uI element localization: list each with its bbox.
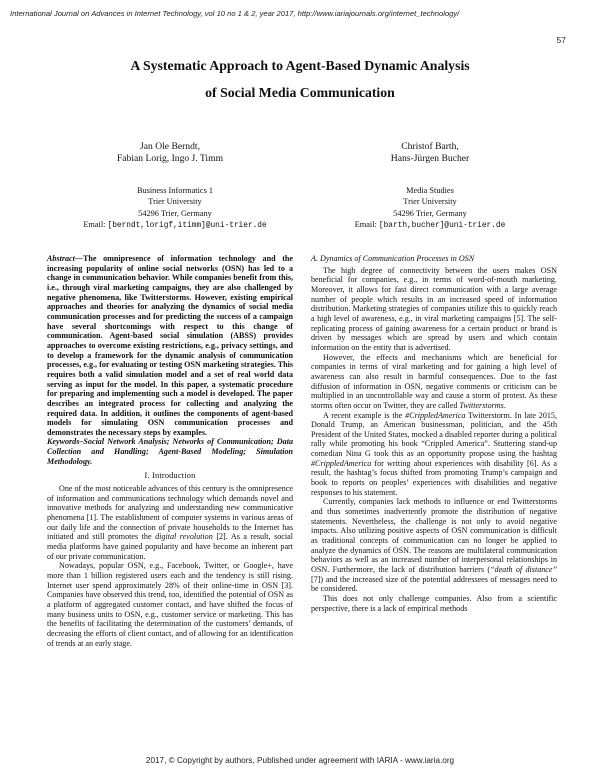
paper-title xyxy=(60,52,540,106)
title-line-1: A Systematic Approach to Agent-Based Dynamic Analysis xyxy=(130,58,470,73)
subsection-heading: A. Dynamics of Communication Processes in OSN xyxy=(311,254,475,263)
section-heading-introduction: I. Introduction xyxy=(144,471,196,481)
email-label: Email: xyxy=(83,220,106,230)
text-run: A recent example is the xyxy=(323,410,406,420)
author-line-2: Hans-Jürgen Bucher xyxy=(390,153,470,164)
authors-right xyxy=(320,141,540,165)
text-run: [2]. As a result, social media platforms have gained popularity and have become an inherent part of our private communication. xyxy=(47,532,293,561)
email-address: [barth,bucher]@uni-trier.de xyxy=(378,222,506,231)
email-address: [berndt,lorigf,itimm]@uni-trier.de xyxy=(107,222,267,231)
email-line xyxy=(315,219,545,232)
text-run: for writing about experiences with disability [6]. As a result, the hashtag’s focus shifted from promoting Trump’s campaign and book to reports on peoples’ experiences with disabilities and negative responses to his statement. xyxy=(311,458,557,497)
text-run-italic: #CrippledAmerica xyxy=(405,410,466,420)
right-paragraph-5: This does not only challenge companies. Also from a scientific perspective, there is a lack of empirical methods xyxy=(311,593,557,613)
intro-paragraph-2: Nowadays, popular OSN, e.g., Facebook, Twitter, or Google+, have more than 1 billion registered users each and the tendency is still rising. Internet user spend approximately 28% of their online-time in OSN [3]. Companies have observed this trend, too, identified the potential of OSN as a platform of aggregated customer contact, and have shifted the focus of many business units to OSN, e.g., customer service or marketing. This has the benefits of facilitating the determination of the customers’ demands, of decreasing the efforts of client contact, and of allowing for an identification of trends at an early stage. xyxy=(47,561,293,648)
intro-paragraph-1 xyxy=(47,484,293,561)
page-number: 57 xyxy=(556,35,566,45)
text-run-italic: digital revolution xyxy=(155,532,213,542)
left-column xyxy=(47,254,293,648)
keywords: Keywords–Social Network Analysis; Networks of Communication; Data Collection and Handling; Agent-Based Modeling; Simulation Methodology. xyxy=(47,437,293,466)
right-paragraph-2 xyxy=(311,353,557,411)
abstract-text: —The omnipresence of information technology and the increasing popularity of online social networks (OSN) has led to a change in communication behavior. While companies benefit from this, i.e., through viral marketing campaigns, they are also challenged by negative phenomena, like Twitterstorms. However, existing empirical approaches and theories for analyzing the dynamics of social media communication processes and for predicting the success of a campaign have several shortcomings with respect to this change of communication. Agent-based social simulation (ABSS) provides approaches to overcome existing restrictions, e.g., privacy settings, and to develop a framework for the dynamic analysis of communication processes, e.g., for evaluating or testing OSN marketing strategies. This requires both a valid simulation model and a set of real world data serving as input for the model. In this paper, a systematic procedure for preparing and implementing such a model is developed. The paper describes an integrated process for collecting and analyzing the required data. In addition, it outlines the components of agent-based models for simulating OSN communication processes and demonstrates the necessary steps by examples. xyxy=(47,254,293,437)
affiliation-right xyxy=(315,185,545,233)
text-run: However, the effects and mechanisms which are beneficial for companies in terms of viral marketing and for gaining a high level of awareness can also result in harmful consequences. Due to the fast diffusion of information in OSN, negative comments or criticism can be multiplied in an uncontrollable way and cause a storm of protest. As these storms often occur on Twitter, they are called xyxy=(311,352,557,410)
text-run-italic: Twitterstorms xyxy=(459,400,504,410)
text-run: Currently, companies lack methods to influence or end Twitterstorms and thus sometimes inadvertently promote the distribution of negative statements. Nevertheless, the challenge is not only to avoid negative impacts. Also utilizing positive aspects of OSN communication is difficult as traditional concepts of communication can no longer be applied to analyze the dynamics of OSN. The reasons are multilateral communication behaviors as well as an increased number of interpersonal relationships in OSN. Furthermore, the lack of distribution barriers ( xyxy=(311,497,557,574)
university: Trier University xyxy=(148,197,202,207)
university: Trier University xyxy=(403,197,457,207)
footer-text: 2017, © Copyright by authors, Published under agreement with IARIA - www.iaria.org xyxy=(145,756,455,765)
department: Media Studies xyxy=(406,186,454,195)
authors-left xyxy=(60,141,280,165)
journal-header: International Journal on Advances in Internet Technology, vol 10 no 1 & 2, year 2017, http://www.iariajournals.org/internet_technology/ xyxy=(10,9,460,18)
author-line-2: Fabian Lorig, Ingo J. Timm xyxy=(116,153,224,164)
affiliation-left xyxy=(60,185,290,233)
text-run: [7]) and the increased size of the potential addressees of messages need to be considered. xyxy=(311,574,557,594)
city: 54296 Trier, Germany xyxy=(393,208,467,218)
abstract-label: Abstract xyxy=(47,254,75,263)
text-run: Twitterstorm. In late 2015, Donald Trump, an American businessman, politician, and the 45th President of the United States, mocked a disabled reporter during a political rally while promoting his book “Crippled America”. Stuttering stand-up comedian Nina G took this as an opportunity propose using the hashtag xyxy=(311,410,557,459)
email-line xyxy=(60,219,290,232)
copyright-footer xyxy=(0,756,600,765)
department: Business Informatics 1 xyxy=(136,186,214,195)
text-run: . xyxy=(503,400,506,410)
text-run-italic: “death of distance” xyxy=(490,565,557,574)
title-line-2: of Social Media Communication xyxy=(205,85,395,100)
right-column xyxy=(311,254,557,613)
text-run: One of the most noticeable advances of this century is the omnipresence of information and communications technology which demands novel and innovative methods for analyzing and understanding new communicative phenomena [1]. The establishment of computer systems in various areas of our daily life and the connection of private households to the Internet has initiated and still promotes the xyxy=(47,484,293,542)
abstract xyxy=(47,254,293,437)
right-paragraph-3 xyxy=(311,411,557,498)
right-paragraph-1: The high degree of connectivity between the users makes OSN beneficial for companies, e.g., in terms of word-of-mouth marketing. Moreover, it allows for fast direct communication with a large average number of people which results in an increased speed of information distribution. Marketing strategies of companies utilize this to quickly reach a high level of awareness, e.g., in viral marketing campaigns [5]. The self-replicating process of gaining awareness for a certain product or brand is driven by messages which are spread by users and which contain information on the entity that is advertised. xyxy=(311,265,557,352)
author-line-1: Jan Ole Berndt, xyxy=(140,141,200,152)
city: 54296 Trier, Germany xyxy=(138,208,212,218)
right-paragraph-4 xyxy=(311,497,557,594)
author-line-1: Christof Barth, xyxy=(401,141,459,152)
email-label: Email: xyxy=(354,220,377,230)
text-run-italic: #CrippledAmerica xyxy=(311,458,372,468)
